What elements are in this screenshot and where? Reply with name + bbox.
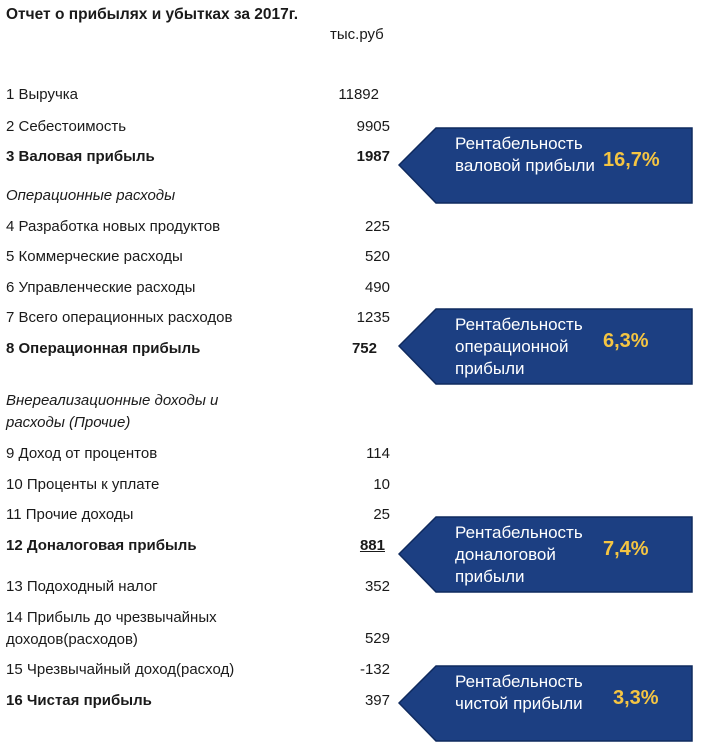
row-cost-value: 9905 [356, 118, 390, 135]
row-total-opex-value: 1235 [356, 309, 390, 326]
callout-pretax-margin-label: Рентабельность доналоговой прибыли [455, 523, 583, 586]
row-gross-profit-label: 3 Валовая прибыль [6, 148, 155, 165]
row-rnd-label: 4 Разработка новых продуктов [6, 218, 221, 235]
row-other-income-label: 11 Прочие доходы [6, 506, 134, 523]
callout-operating-margin-label: Рентабельность операционной прибыли [455, 315, 583, 378]
row-commercial-value: 520 [364, 248, 390, 265]
row-other-income-value: 25 [373, 506, 390, 523]
unit-label: тыс.руб [330, 26, 384, 43]
row-interest-income-label: 9 Доход от процентов [6, 445, 158, 462]
row-extraordinary-value: -132 [359, 661, 390, 678]
callout-pretax-margin-value: 7,4% [603, 538, 649, 560]
row-cost-label: 2 Себестоимость [6, 118, 127, 135]
row-pretax-profit-label: 12 Доналоговая прибыль [6, 537, 197, 554]
row-operating-profit-label: 8 Операционная прибыль [6, 340, 201, 357]
callout-net-margin [398, 665, 693, 742]
section-operating-expenses: Операционные расходы [6, 187, 176, 204]
row-admin-value: 490 [364, 279, 390, 296]
row-revenue-value: 11892 [338, 86, 379, 103]
row-revenue-label: 1 Выручка [6, 86, 79, 103]
callout-operating-margin [398, 308, 693, 385]
callout-gross-margin-label: Рентабельность валовой прибыли [455, 134, 595, 175]
callout-gross-margin-value: 16,7% [603, 149, 660, 171]
callout-net-margin-value: 3,3% [613, 687, 659, 709]
row-net-profit-value: 397 [364, 692, 390, 709]
row-interest-expense-label: 10 Проценты к уплате [6, 476, 160, 493]
row-income-tax-label: 13 Подоходный налог [6, 578, 158, 595]
row-operating-profit-value: 752 [351, 340, 377, 357]
row-income-tax-value: 352 [364, 578, 390, 595]
row-rnd-value: 225 [364, 218, 390, 235]
row-profit-before-extraordinary-label: 14 Прибыль до чрезвычайных доходов(расходов) [6, 609, 217, 648]
row-interest-income-value: 114 [366, 445, 390, 462]
row-total-opex-label: 7 Всего операционных расходов [6, 309, 233, 326]
row-gross-profit-value: 1987 [356, 148, 390, 165]
callout-pretax-margin [398, 516, 693, 593]
section-non-operating: Внереализационные доходы и расходы (Прочие) [6, 392, 219, 431]
callout-net-margin-label: Рентабельность чистой прибыли [455, 672, 583, 713]
row-profit-before-extraordinary-value: 529 [364, 630, 390, 647]
row-admin-label: 6 Управленческие расходы [6, 279, 196, 296]
row-commercial-label: 5 Коммерческие расходы [6, 248, 183, 265]
callout-operating-margin-value: 6,3% [603, 330, 649, 352]
report-title: Отчет о прибылях и убытках за 2017г. [6, 6, 299, 23]
row-interest-expense-value: 10 [373, 476, 390, 493]
callout-gross-margin [398, 127, 693, 204]
row-net-profit-label: 16 Чистая прибыль [6, 692, 152, 709]
row-extraordinary-label: 15 Чрезвычайный доход(расход) [6, 661, 235, 678]
row-pretax-profit-value: 881 [359, 537, 385, 554]
